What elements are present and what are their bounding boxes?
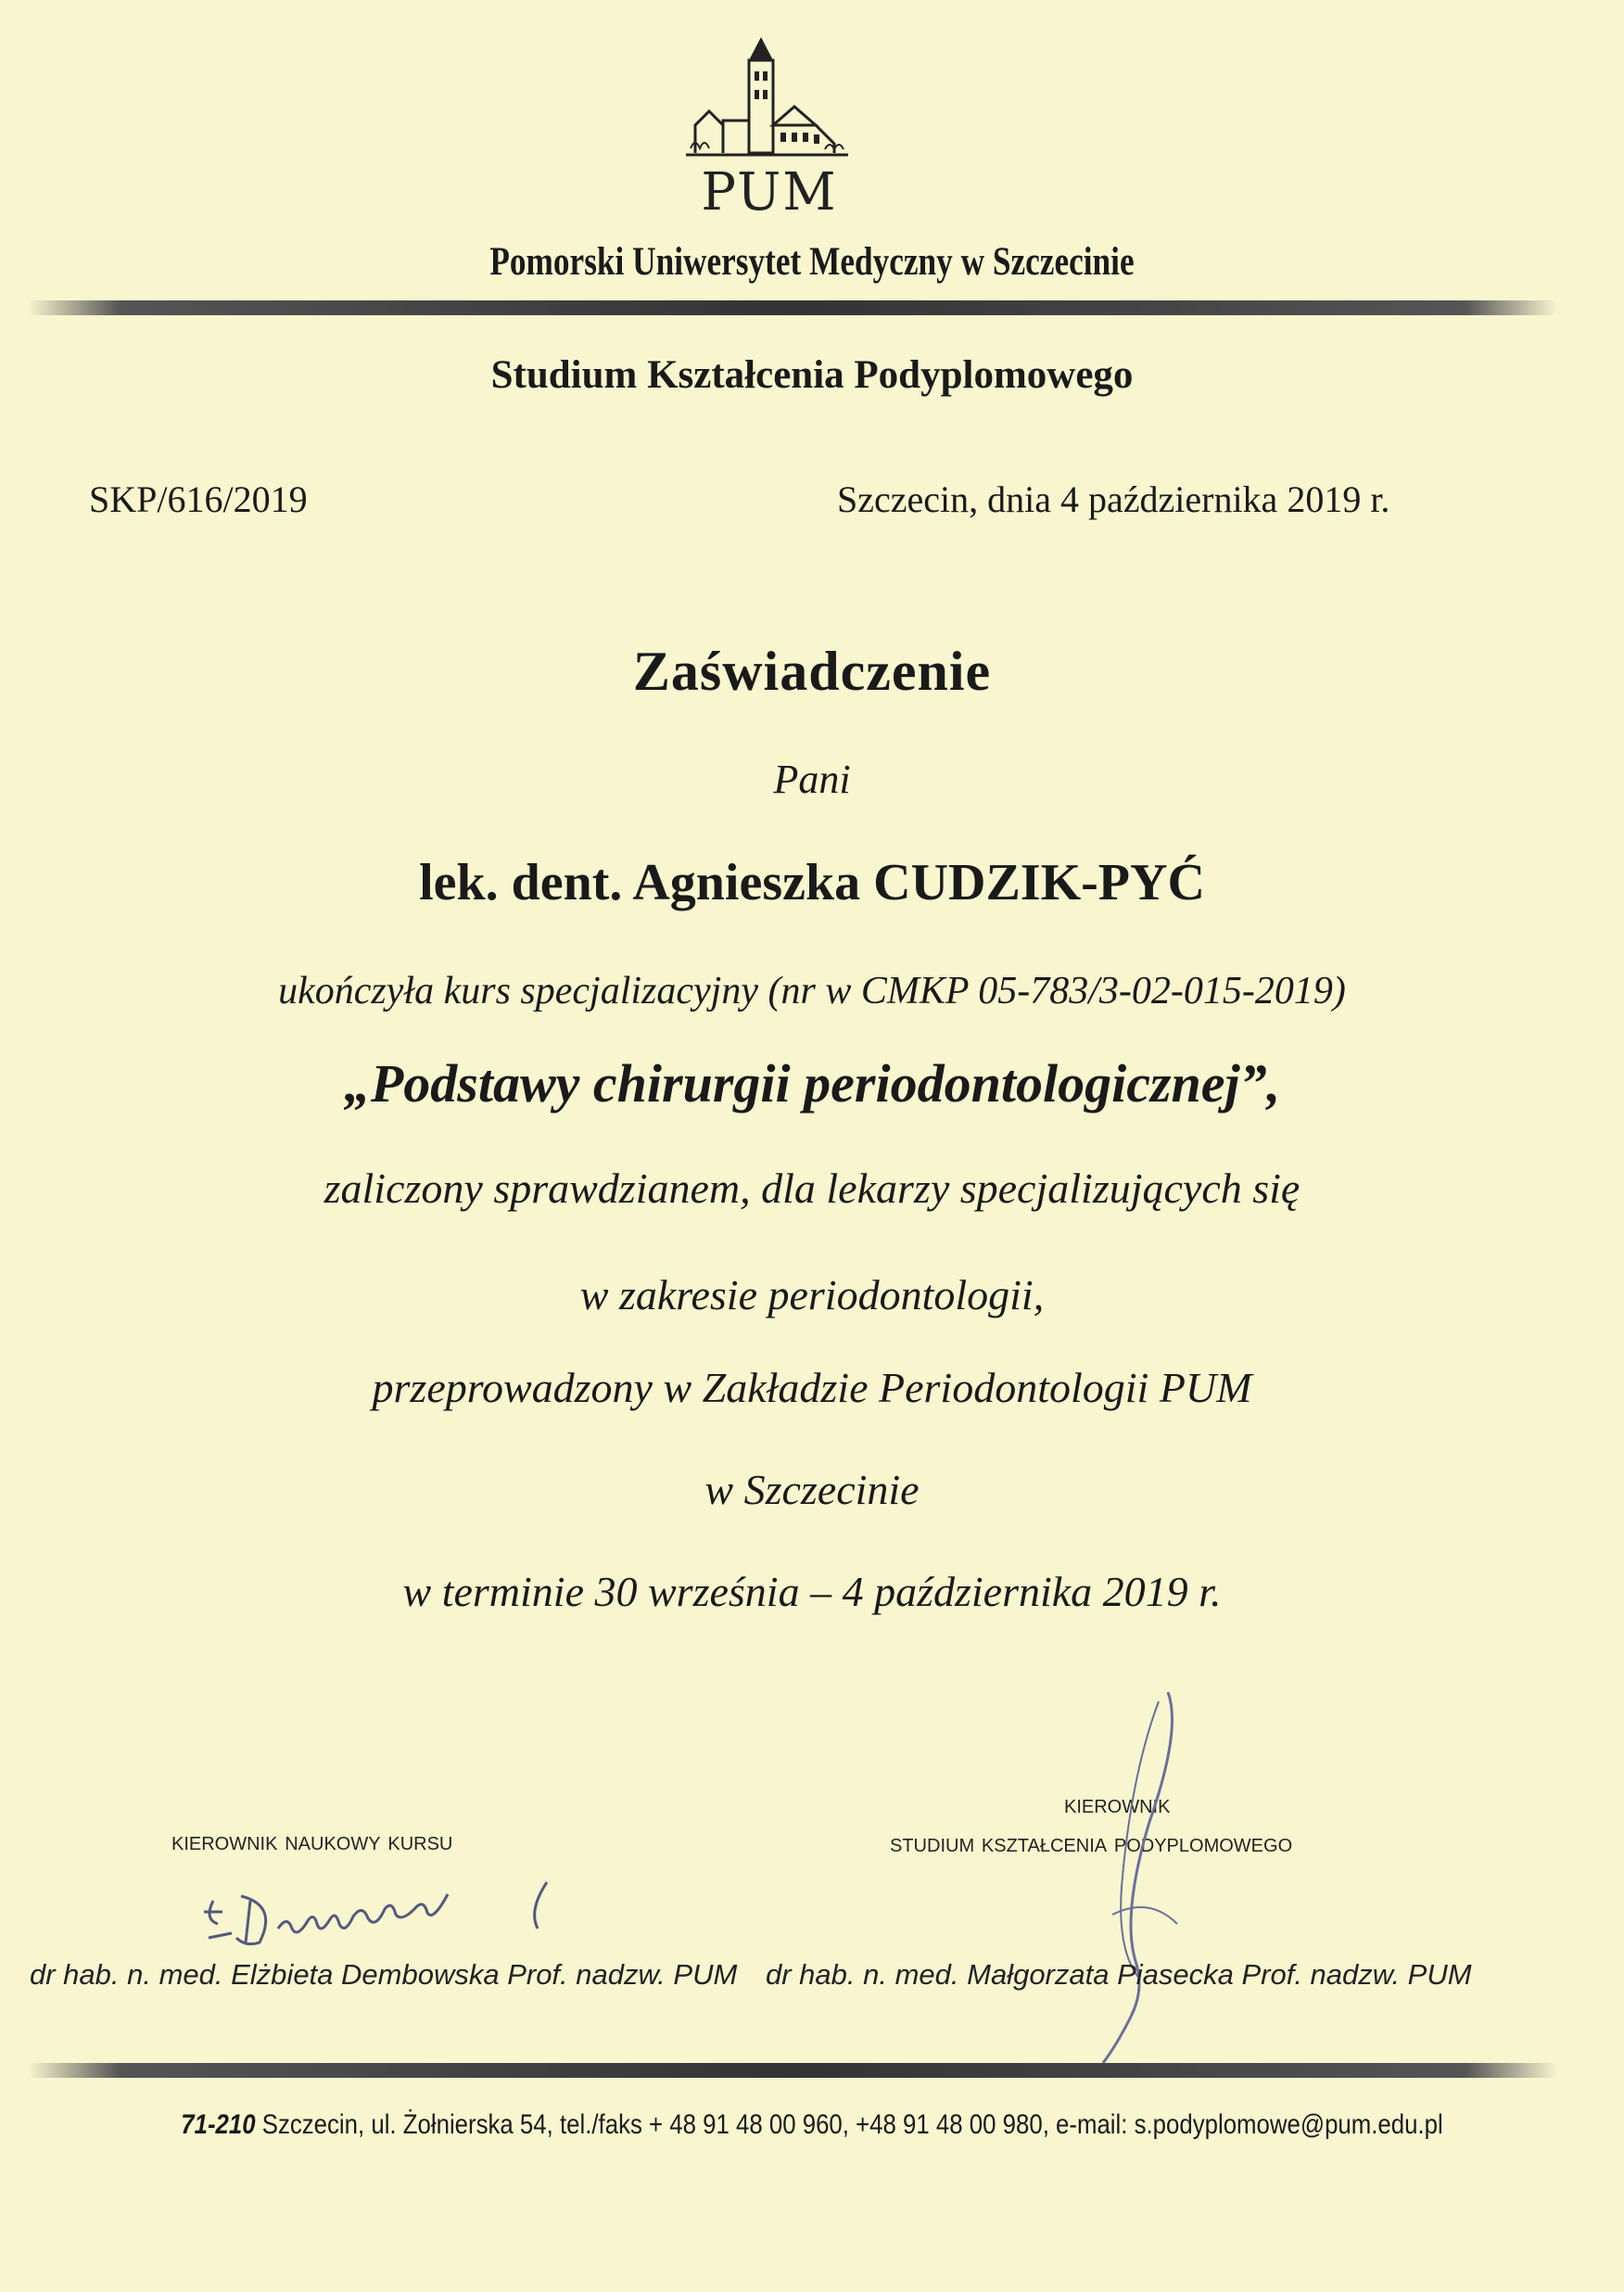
certificate-title: Zaświadczenie: [632, 641, 992, 702]
left-signatory-name: dr hab. n. med. Elżbieta Dembowska Prof. nadzw. PUM: [30, 1958, 738, 1991]
left-signatory-role: kierownik naukowy kursu: [171, 1827, 453, 1855]
course-name: „Podstawy chirurgii periodontologicznej”,: [343, 1053, 1281, 1114]
department-name: Studium Kształcenia Podyplomowego: [490, 353, 1134, 397]
header-divider: [28, 300, 1557, 315]
postal-code: 71-210: [181, 2109, 256, 2140]
passed-line: zaliczony sprawdzianem, dla lekarzy specjalizujących się: [324, 1165, 1300, 1212]
logo-text: PUM: [701, 162, 838, 223]
right-handwritten-signature: [1066, 1683, 1196, 2063]
footer-divider: [28, 2063, 1557, 2078]
university-name: Pomorski Uniwersytet Medyczny w Szczecinie: [489, 240, 1135, 284]
right-signatory-role-line1: kierownik: [1064, 1789, 1171, 1818]
recipient-name: lek. dent. Agnieszka CUDZIK-PYĆ: [419, 854, 1205, 911]
reference-number: SKP/616/2019: [89, 478, 308, 520]
footer-address: [114, 2109, 1511, 2141]
right-signatory-name: dr hab. n. med. Małgorzata Piasecka Prof. nadzw. PUM: [766, 1958, 1472, 1991]
place-date: Szczecin, dnia 4 października 2019 r.: [837, 478, 1390, 520]
castle-icon: [677, 32, 862, 172]
term-line: w terminie 30 września – 4 października 2019 r.: [402, 1568, 1222, 1615]
salutation: Pani: [773, 757, 851, 802]
completion-line: ukończyła kurs specjalizacyjny (nr w CMKP 05-783/3-02-015-2019): [278, 970, 1346, 1012]
university-logo: [677, 32, 862, 227]
scope-line: w zakresie periodontologii,: [579, 1271, 1045, 1318]
left-handwritten-signature: [195, 1864, 658, 1966]
conducted-line: przeprowadzony w Zakładzie Periodontologii PUM: [372, 1364, 1252, 1411]
address-text: Szczecin, ul. Żołnierska 54, tel./faks + 48 91 48 00 960, +48 91 48 00 980, e-mail: s.podyplomowe@pum.edu.pl: [255, 2109, 1443, 2140]
right-signatory-role-line2: studium kształcenia podyplomowego: [890, 1828, 1293, 1857]
city-line: w Szczecinie: [704, 1466, 920, 1513]
